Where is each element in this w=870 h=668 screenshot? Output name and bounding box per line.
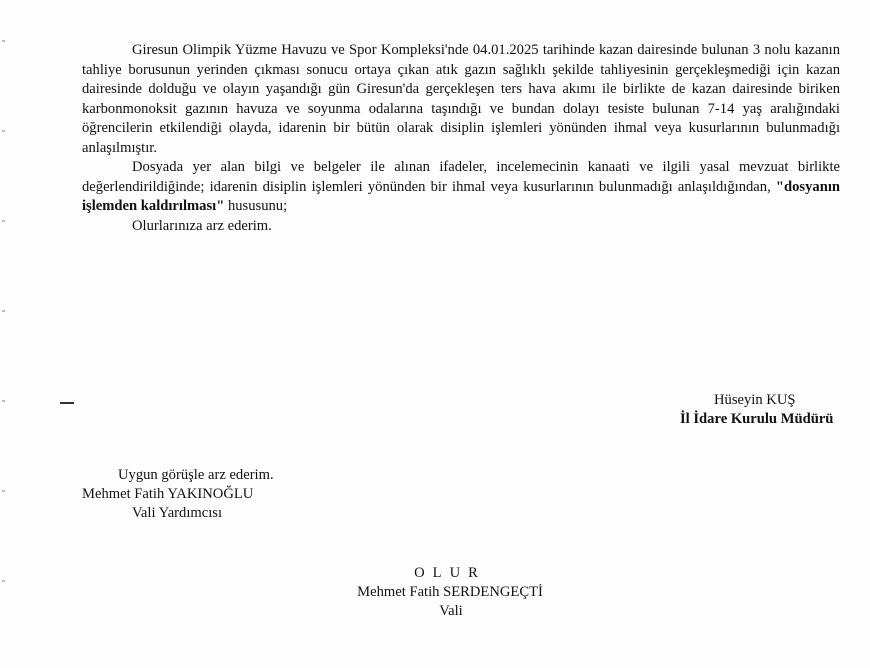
signature-governor-name: Mehmet Fatih SERDENGEÇTİ	[357, 584, 543, 600]
decision-phrase: "dosyanın işlemden kaldırılması"	[82, 178, 840, 214]
paragraph-evaluation-tail: hususunu;	[224, 198, 288, 214]
paragraph-closing: Olurlarınıza arz ederim.	[132, 217, 272, 234]
signature-director-name: Hüseyin KUŞ	[714, 392, 796, 408]
signature-deputy-governor-name: Mehmet Fatih YAKINOĞLU	[82, 486, 254, 502]
signature-governor	[0, 564, 870, 621]
signature-deputy-governor-title: Vali Yardımcısı	[132, 505, 222, 521]
signature-deputy-governor	[82, 466, 274, 523]
paragraph-evaluation-text: Dosyada yer alan bilgi ve belgeler ile alınan ifadeler, incelemecinin kanaati ve ilgili yasal mevzuat birlikte değerlendirildiğinde; idarenin disiplin işlemleri yönünden bir ihmal veya kusurlarının bulunmadığı anlaşıldığından,	[82, 159, 840, 195]
signature-director	[680, 391, 840, 429]
signature-governor-title: Vali	[439, 603, 463, 619]
document-body	[82, 41, 840, 236]
paragraph-evaluation	[82, 158, 840, 217]
signature-director-title: İl İdare Kurulu Müdürü	[680, 411, 834, 427]
scan-mark	[60, 402, 74, 404]
approval-note: Uygun görüşle arz ederim.	[118, 467, 274, 483]
approval-olur: OLUR	[414, 565, 486, 581]
paragraph-incident: Giresun Olimpik Yüzme Havuzu ve Spor Kompleksi'nde 04.01.2025 tarihinde kazan dairesinde bulunan 3 nolu kazanın tahliye borusunun yerinden çıkması sonucu ortaya çıkan atık gazın sağlıklı şekilde tahliyesinin gerçekleşmediği için kazan dairesinde dolduğu ve olayın yaşandığı gün Giresun'da gerçekleşen ters hava akımı ile birlikte de kazan dairesinde biriken karbonmonoksit gazının havuza ve soyunma odalarına taşındığı ve bundan dolayı tesiste bulunan 7-14 yaş aralığındaki öğrencilerin etkilendiği olayda, idarenin bir bütün olarak disiplin işlemleri yönünden ihmal veya kusurlarının bulunmadığı anlaşılmıştır.	[82, 42, 840, 156]
